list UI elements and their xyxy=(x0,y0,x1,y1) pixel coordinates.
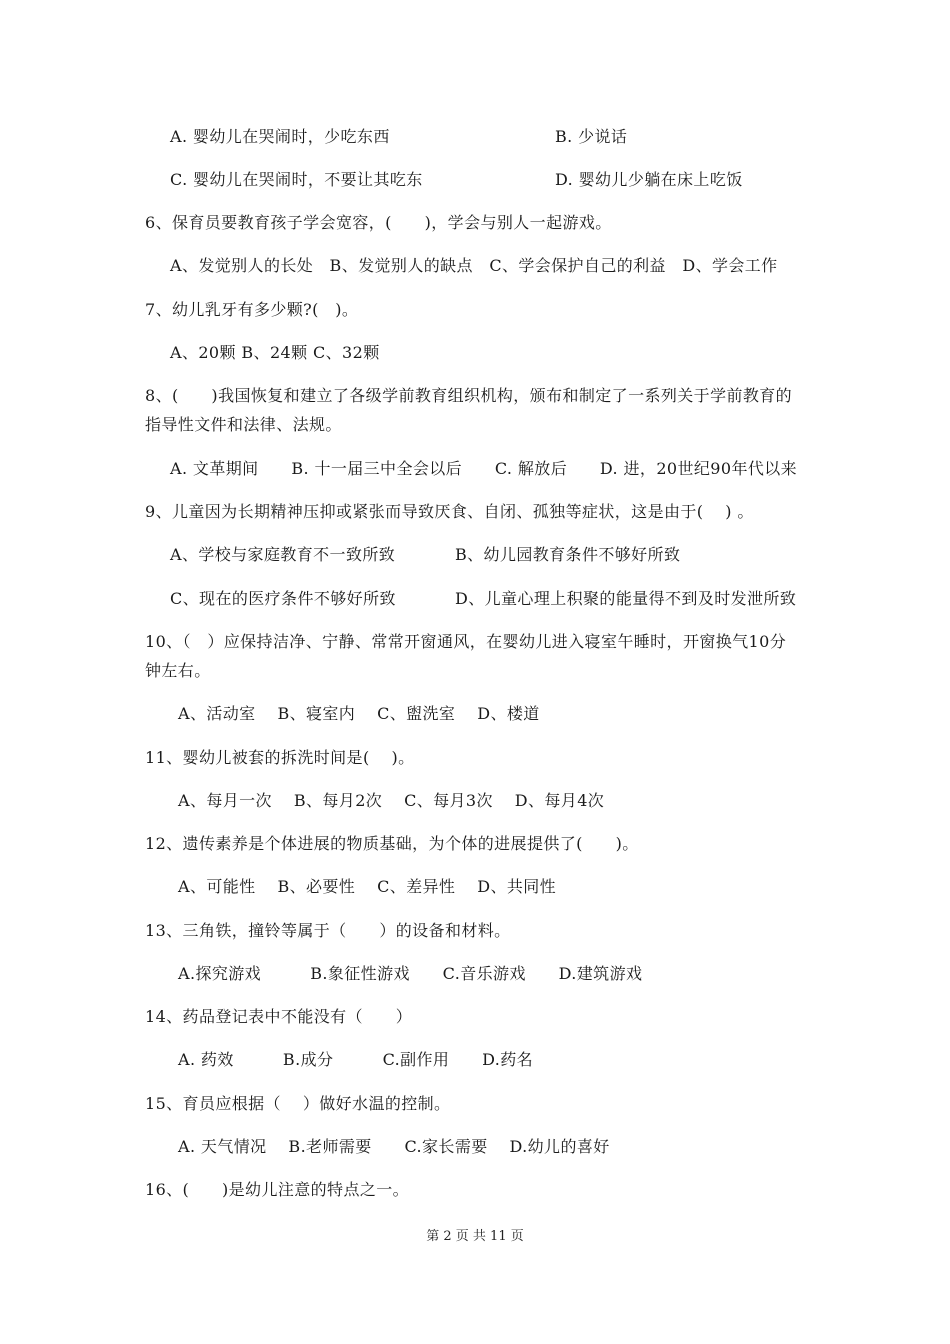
q16-stem: 16、( )是幼儿注意的特点之一。 xyxy=(145,1180,410,1199)
q6-options: A、发觉别人的长处 B、发觉别人的缺点 C、学会保护自己的利益 D、学会工作 xyxy=(170,256,778,275)
q9-option-d: D、儿童心理上积聚的能量得不到及时发泄所致 xyxy=(455,589,797,608)
q13-stem: 13、三角铁，撞铃等属于（ ）的设备和材料。 xyxy=(145,921,511,940)
q5-option-a: A. 婴幼儿在哭闹时，少吃东西 xyxy=(170,127,390,146)
q8-stem-line1: 8、( )我国恢复和建立了各级学前教育组织机构，颁布和制定了一系列关于学前教育的 xyxy=(145,386,793,405)
q5-option-d: D. 婴幼儿少躺在床上吃饭 xyxy=(555,170,743,189)
q13-options: A.探究游戏 B.象征性游戏 C.音乐游戏 D.建筑游戏 xyxy=(178,964,643,983)
q8-options: A. 文革期间 B. 十一届三中全会以后 C. 解放后 D. 进，20世纪90年代以来 xyxy=(170,459,798,478)
q7-options: A、20颗 B、24颗 C、32颗 xyxy=(170,343,380,362)
q9-option-b: B、幼儿园教育条件不够好所致 xyxy=(455,545,681,564)
q7-stem: 7、幼儿乳牙有多少颗?( )。 xyxy=(145,300,359,319)
q11-stem: 11、婴幼儿被套的拆洗时间是( )。 xyxy=(145,748,415,767)
q9-option-c: C、现在的医疗条件不够好所致 xyxy=(170,589,396,608)
q15-stem: 15、育员应根据（ ）做好水温的控制。 xyxy=(145,1094,451,1113)
q12-options: A、可能性 B、必要性 C、差异性 D、共同性 xyxy=(178,877,557,896)
q10-stem-line2: 钟左右。 xyxy=(145,661,211,680)
q6-stem: 6、保育员要教育孩子学会宽容，( )，学会与别人一起游戏。 xyxy=(145,213,612,232)
q5-option-b: B. 少说话 xyxy=(555,127,628,146)
q8-stem-line2: 指导性文件和法律、法规。 xyxy=(145,415,342,434)
q10-options: A、活动室 B、寝室内 C、盥洗室 D、楼道 xyxy=(178,704,540,723)
q9-option-a: A、学校与家庭教育不一致所致 xyxy=(170,545,396,564)
q11-options: A、每月一次 B、每月2次 C、每月3次 D、每月4次 xyxy=(178,791,605,810)
q5-option-c: C. 婴幼儿在哭闹时，不要让其吃东 xyxy=(170,170,423,189)
q9-stem: 9、儿童因为长期精神压抑或紧张而导致厌食、自闭、孤独等症状，这是由于( ) 。 xyxy=(145,502,754,521)
q14-options: A. 药效 B.成分 C.副作用 D.药名 xyxy=(178,1050,534,1069)
q12-stem: 12、遗传素养是个体进展的物质基础，为个体的进展提供了( )。 xyxy=(145,834,639,853)
q10-stem-line1: 10、（ ）应保持洁净、宁静、常常开窗通风，在婴幼儿进入寝室午睡时，开窗换气10分 xyxy=(145,632,787,651)
q14-stem: 14、药品登记表中不能没有（ ） xyxy=(145,1007,413,1026)
page-footer: 第 2 页 共 11 页 xyxy=(426,1229,524,1244)
q15-options: A. 天气情况 B.老师需要 C.家长需要 D.幼儿的喜好 xyxy=(178,1137,610,1156)
